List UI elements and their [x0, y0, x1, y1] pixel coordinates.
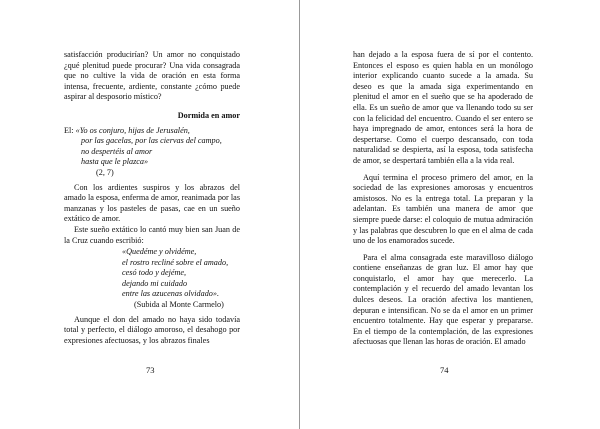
left-paragraph: Este sueño extático lo cantó muy bien san Juan de la Cruz cuando escribió:: [64, 224, 240, 245]
poem-san-juan: [64, 247, 240, 311]
right-page: [300, 0, 600, 429]
left-paragraph: satisfacción producirían? Un amor no conquistado ¿qué plenitud puede procurar? Una vida consagrada que no cultive la vida de oración en esta forma intensa, frecuente, ardiente, constante ¿cómo puede aspirar al desposorio místico?: [64, 50, 240, 102]
poem-line: [64, 126, 240, 137]
poem-line: «Quedéme y olvidéme,: [122, 247, 197, 257]
poem-song-of-songs: [64, 126, 240, 179]
poem-line: no despertéis al amor: [81, 146, 153, 156]
poem-speaker: El:: [64, 125, 74, 135]
poem-line: por las gacelas, por las ciervas del campo,: [81, 136, 222, 146]
right-paragraph: Aquí termina el proceso primero del amor, en la sociedad de las expresiones amorosas y encuentros amistosos. No es la entrega total. La preparan y la adelantan. Es también una manera de amor que siempre puede darse: el coloquio de mutua admiración y las palabras que descubren lo que en el alma de cada uno de los enamorados sucede.: [353, 172, 533, 246]
page-number: 74: [440, 365, 449, 375]
poem-line: dejando mi cuidado: [122, 278, 188, 288]
poem-line: cesó todo y dejéme,: [122, 268, 187, 278]
left-paragraph: Con los ardientes suspiros y los abrazos del amado la esposa, enferma de amor, reanimada por las manzanas y los pasteles de pasas, cae en un sueño extático de amor.: [64, 182, 240, 224]
poem-line: hasta que le plazca»: [81, 157, 149, 167]
right-page-text: [353, 50, 533, 348]
poem-line-text: «Yo os conjuro, hijas de Jerusalén,: [75, 125, 190, 135]
poem-line: entre las azucenas olvidado».: [122, 289, 220, 299]
right-paragraph: Para el alma consagrada este maravilloso diálogo contiene enseñanzas de gran luz. El amor hay que conquistarlo, el amor hay que merecerlo. La contemplación y el recuerdo del amado levantan los dulces deseos. La oración afectiva los mantienen, depuran e intensifican. No se da el amor en un primer encuentro totalmente. Hay que esperar y prepararse. En el tiempo de la contemplación, de las expresiones afectuosas que llenan las horas de oración. El amado: [353, 252, 533, 347]
section-heading: Dormida en amor: [177, 110, 240, 120]
poem-line: el rostro recliné sobre el amado,: [122, 257, 229, 267]
page-number: 73: [146, 365, 155, 375]
left-page-text: [64, 50, 240, 346]
right-paragraph: han dejado a la esposa fuera de sí por el contento. Entonces el esposo es quien habla en un monólogo interior explicando cuanto sucede a la amada. Su deseo es que la amada siga experimentando en plenitud el amor en el sueño que se ha apoderado de ella. Es un sueño de amor que va llenando todo su ser con la felicidad del encuentro. Cuando el ser entero se haya impregnado de amor, entonces será la hora de despertarse. Como el cuerpo descansado, con toda naturalidad se despierta, así la esposa, toda satisfecha de amor, se despertará también ella a la vida real.: [353, 50, 533, 165]
poem-reference: (2, 7): [96, 167, 114, 177]
poem-source: (Subida al Monte Carmelo): [134, 300, 224, 310]
left-paragraph: Aunque el don del amado no haya sido todavía total y perfecto, el diálogo amoroso, el desahogo por expresiones afectuosas, y los abrazos finales: [64, 314, 240, 345]
